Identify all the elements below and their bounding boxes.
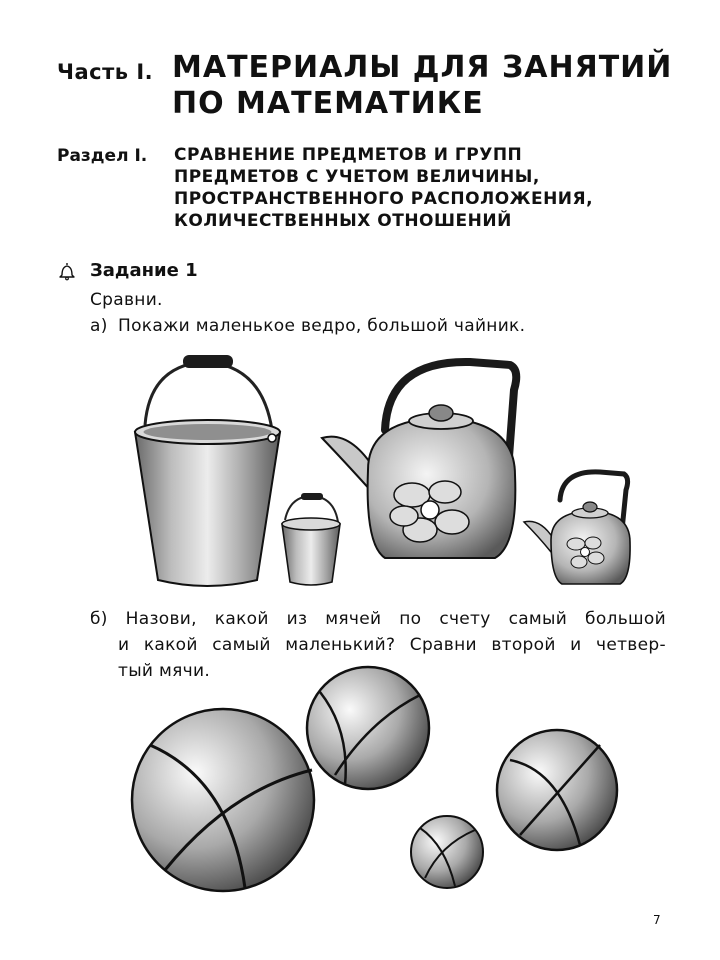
item-word: и: [570, 635, 582, 655]
ball-4: [411, 816, 483, 888]
task-title: Задание 1: [90, 260, 198, 281]
page-number: 7: [653, 913, 661, 927]
section-title-line: ПРОСТРАНСТВЕННОГО РАСПОЛОЖЕНИЯ,: [174, 189, 594, 209]
item-word: маленький?: [285, 635, 396, 655]
item-word: самый: [508, 609, 568, 629]
item-word: Сравни: [409, 635, 477, 655]
item-word: мячей: [325, 609, 382, 629]
section-title-line: ПРЕДМЕТОВ С УЧЕТОМ ВЕЛИЧИНЫ,: [174, 167, 540, 187]
item-marker: а): [90, 316, 108, 336]
part-title-line: ПО МАТЕМАТИКЕ: [172, 86, 484, 121]
item-text: Покажи маленькое ведро, большой чайник.: [118, 316, 526, 336]
part-label: Часть I.: [57, 60, 154, 84]
item-word: Назови,: [125, 609, 197, 629]
item-word: четвер-: [596, 635, 666, 655]
item-word: второй: [491, 635, 556, 655]
item-word: счету: [439, 609, 491, 629]
item-word: по: [399, 609, 422, 629]
section-title-line: КОЛИЧЕСТВЕННЫХ ОТНОШЕНИЙ: [174, 211, 512, 231]
item-word: какой: [143, 635, 198, 655]
section-label: Раздел I.: [57, 146, 148, 166]
item-text: тый мячи.: [118, 661, 211, 681]
ball-1: [132, 709, 314, 891]
ball-3: [497, 730, 617, 850]
item-word: и: [118, 635, 130, 655]
part-title-line: МАТЕРИАЛЫ ДЛЯ ЗАНЯТИЙ: [172, 50, 673, 85]
item-word: какой: [214, 609, 269, 629]
section-title-line: СРАВНЕНИЕ ПРЕДМЕТОВ И ГРУПП: [174, 145, 523, 165]
item-marker: б): [90, 609, 108, 629]
ball-2: [307, 667, 429, 789]
task-intro: Сравни.: [90, 290, 163, 310]
item-word: из: [286, 609, 308, 629]
item-word: самый: [212, 635, 271, 655]
item-word: большой: [585, 609, 666, 629]
